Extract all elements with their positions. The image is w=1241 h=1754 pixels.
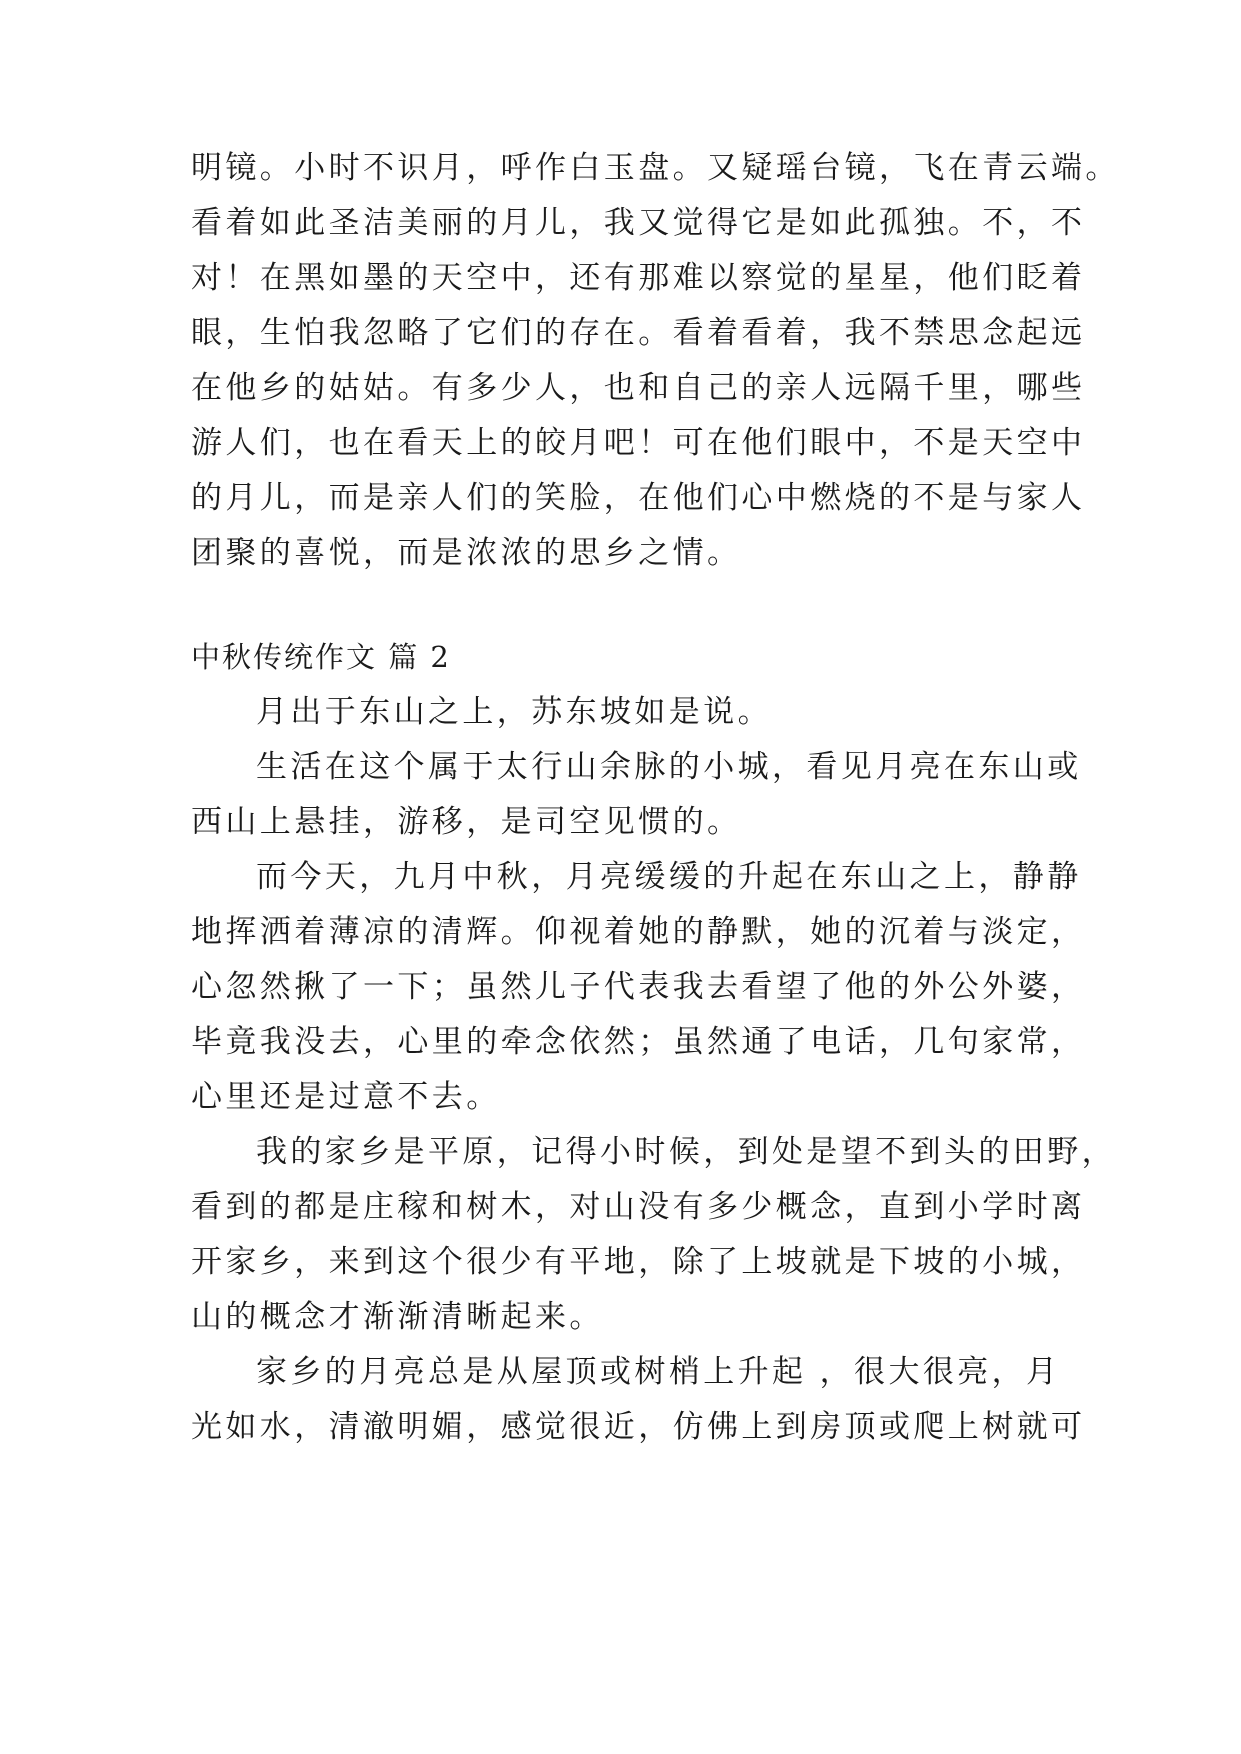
text-line: 心忽然揪了一下；虽然儿子代表我去看望了他的外公外婆， [191, 969, 1086, 1005]
text-line: 山的概念才渐渐清晰起来。 [191, 1299, 604, 1335]
text-line: 明镜。小时不识月，呼作白玉盘。又疑瑶台镜，飞在青云端。 [191, 150, 1120, 186]
paragraph-first-line: 而今天，九月中秋，月亮缓缓的升起在东山之上，静静 [256, 859, 1082, 895]
text-line: 开家乡，来到这个很少有平地，除了上坡就是下坡的小城， [191, 1244, 1086, 1280]
text-line: 眼，生怕我忽略了它们的存在。看着看着，我不禁思念起远 [191, 315, 1086, 351]
paragraph-first-line: 我的家乡是平原，记得小时候，到处是望不到头的田野， [256, 1134, 1116, 1170]
text-line: 的月儿，而是亲人们的笑脸，在他们心中燃烧的不是与家人 [191, 480, 1086, 516]
text-line: 心里还是过意不去。 [191, 1079, 501, 1115]
text-line: 看到的都是庄稼和树木，对山没有多少概念，直到小学时离 [191, 1189, 1086, 1225]
text-line: 毕竟我没去，心里的牵念依然；虽然通了电话，几句家常， [191, 1024, 1086, 1060]
section-heading: 中秋传统作文 篇 2 [191, 640, 451, 674]
text-line: 团聚的喜悦，而是浓浓的思乡之情。 [191, 535, 742, 571]
paragraph-first-line: 月出于东山之上，苏东坡如是说。 [256, 694, 772, 730]
paragraph-first-line: 生活在这个属于太行山余脉的小城，看见月亮在东山或 [256, 749, 1082, 785]
text-line: 地挥洒着薄凉的清辉。仰视着她的静默，她的沉着与淡定， [191, 914, 1086, 950]
text-line: 在他乡的姑姑。有多少人，也和自己的亲人远隔千里，哪些 [191, 370, 1086, 406]
paragraph-first-line: 家乡的月亮总是从屋顶或树梢上升起 ，很大很亮，月 [256, 1354, 1061, 1390]
text-line: 光如水，清澈明媚，感觉很近，仿佛上到房顶或爬上树就可 [191, 1409, 1086, 1445]
text-line: 对！在黑如墨的天空中，还有那难以察觉的星星，他们眨着 [191, 260, 1086, 296]
text-line: 西山上悬挂，游移，是司空见惯的。 [191, 804, 742, 840]
text-line: 游人们，也在看天上的皎月吧！可在他们眼中，不是天空中 [191, 425, 1086, 461]
text-line: 看着如此圣洁美丽的月儿，我又觉得它是如此孤独。不，不 [191, 205, 1086, 241]
